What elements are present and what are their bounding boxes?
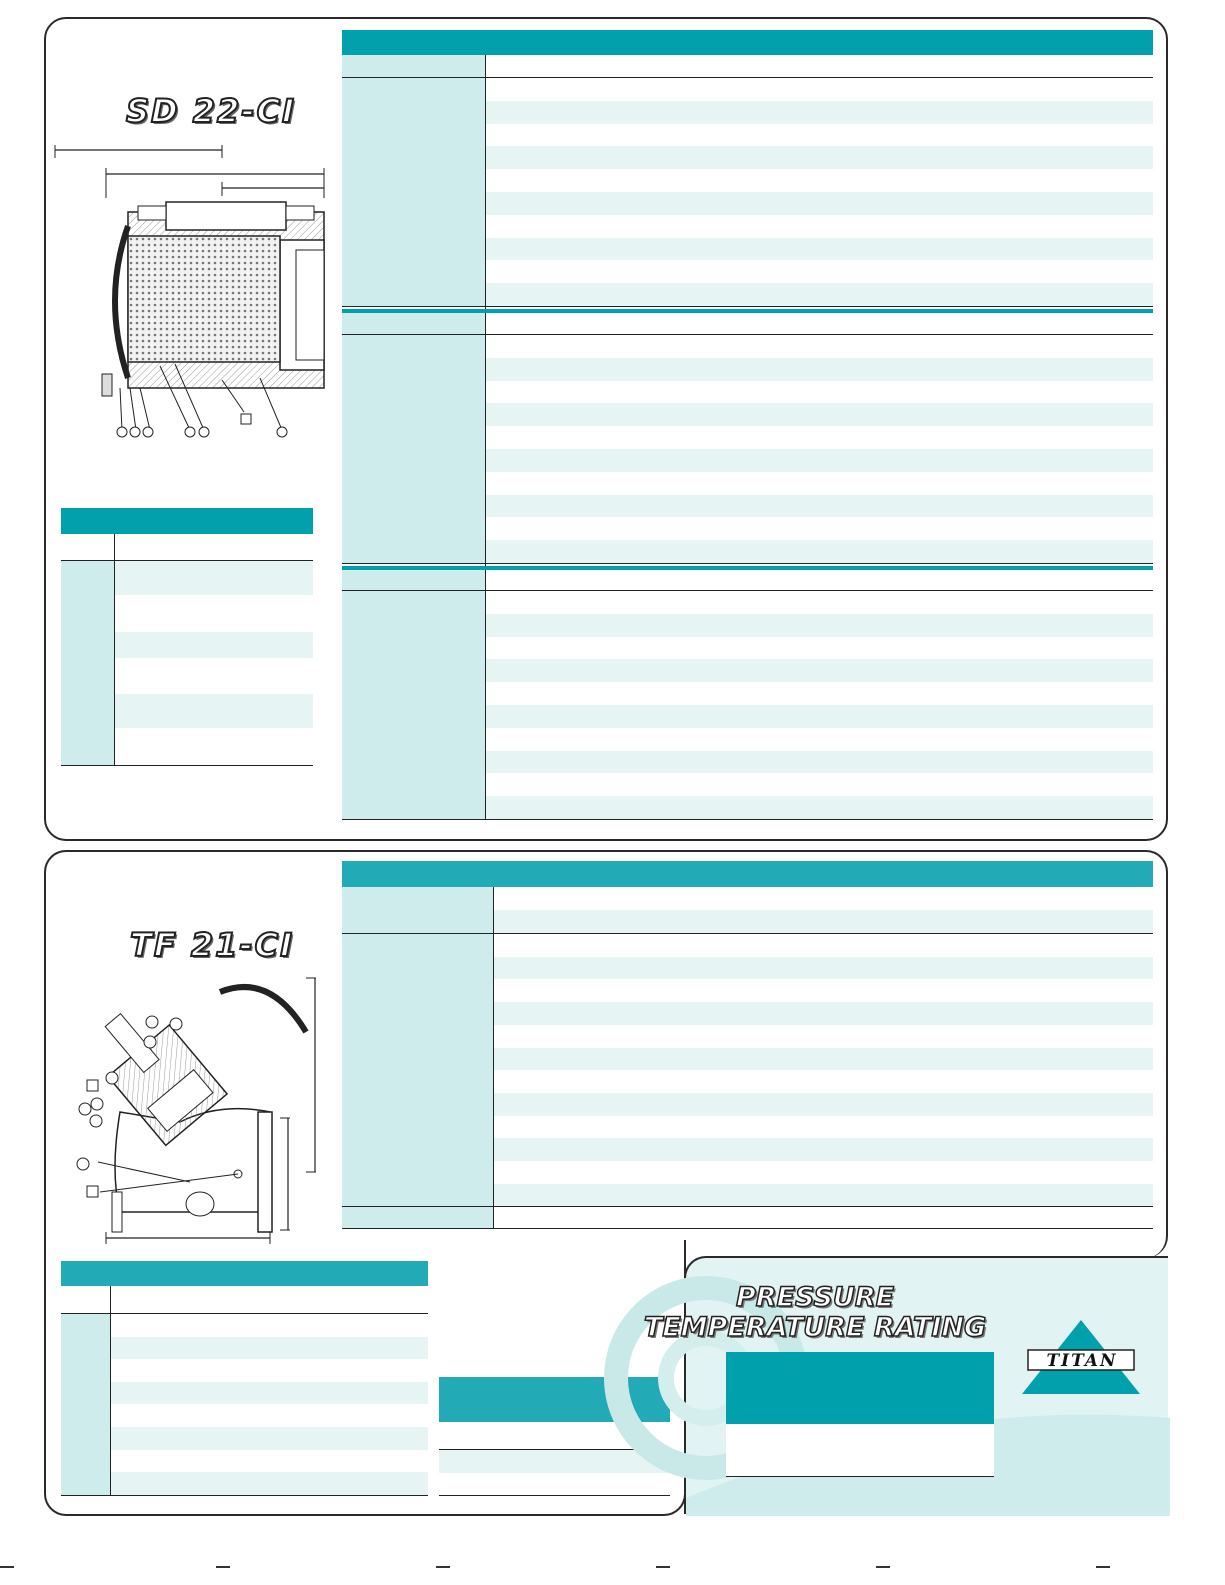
sd22-spec-section2-col [342, 335, 485, 563]
divider [61, 1313, 428, 1314]
tf21-spec-table-header [342, 861, 1153, 887]
divider [342, 1228, 1153, 1229]
tf21-valve-drawing [70, 972, 330, 1250]
titan-logo-text: TITAN [1046, 1351, 1118, 1371]
tf21-model-title: TF 21-CI [130, 926, 295, 964]
table-row [486, 659, 1153, 682]
table-row [494, 1138, 1153, 1161]
footer-tick [436, 1566, 450, 1568]
footer-tick [1096, 1566, 1110, 1568]
footer-tick [876, 1566, 890, 1568]
table-row [115, 694, 313, 728]
tf21-spec-section1-col [342, 887, 493, 933]
table-row [486, 358, 1153, 381]
sd22-spec-section3-label [342, 570, 485, 590]
sd22-strainer-drawing [50, 140, 340, 450]
divider [61, 1495, 428, 1496]
divider [439, 1495, 670, 1496]
sd22-spec-section3-col [342, 591, 485, 819]
table-row [494, 957, 1153, 980]
rating-panel [643, 1256, 1168, 1514]
table-row [111, 1382, 428, 1405]
rating-table-body [726, 1424, 994, 1476]
divider [342, 306, 1153, 307]
table-row [486, 614, 1153, 637]
sd22-model-title: SD 22-CI [126, 92, 296, 130]
table-row [111, 1337, 428, 1360]
table-row [486, 146, 1153, 169]
table-row [439, 1450, 670, 1473]
table-row [494, 1048, 1153, 1071]
tf21-spec-section3-col [342, 1207, 493, 1228]
footer-tick [216, 1566, 230, 1568]
table-row [111, 1472, 428, 1495]
table-row [111, 1427, 428, 1450]
table-row [486, 495, 1153, 518]
table-row [486, 540, 1153, 563]
table-row [494, 1184, 1153, 1207]
tf21-parts-table-index-col [61, 1314, 110, 1495]
rating-title-line1: PRESSURE [735, 1282, 895, 1313]
table-row [486, 283, 1153, 306]
tf21-spec-section2-col [342, 934, 493, 1206]
table-row [486, 796, 1153, 819]
table-row [486, 449, 1153, 472]
divider [342, 563, 1153, 564]
table-row [115, 632, 313, 658]
sd22-spec-table-header [342, 30, 1153, 55]
footer-tick [0, 1566, 14, 1568]
table-row [115, 561, 313, 595]
table-row [486, 238, 1153, 261]
rating-table-header [726, 1352, 994, 1424]
rating-title-line2: TEMPERATURE RATING [643, 1312, 987, 1343]
footer-tick [656, 1566, 670, 1568]
divider [342, 819, 1153, 820]
table-row [486, 192, 1153, 215]
table-row [494, 910, 1153, 933]
sd22-parts-table-index-col [61, 561, 114, 765]
sd22-spec-section1-label [342, 55, 485, 77]
table-row [486, 751, 1153, 774]
table-row [494, 1002, 1153, 1025]
sd22-spec-section2-label [342, 313, 485, 334]
table-row [486, 403, 1153, 426]
divider [726, 1476, 994, 1477]
table-row [486, 705, 1153, 728]
table-row [494, 1093, 1153, 1116]
divider [61, 765, 313, 766]
tf21-parts-table-header [61, 1261, 428, 1286]
sd22-spec-section1-col [342, 78, 485, 306]
table-row [486, 101, 1153, 124]
sd22-parts-table-header [61, 508, 313, 534]
